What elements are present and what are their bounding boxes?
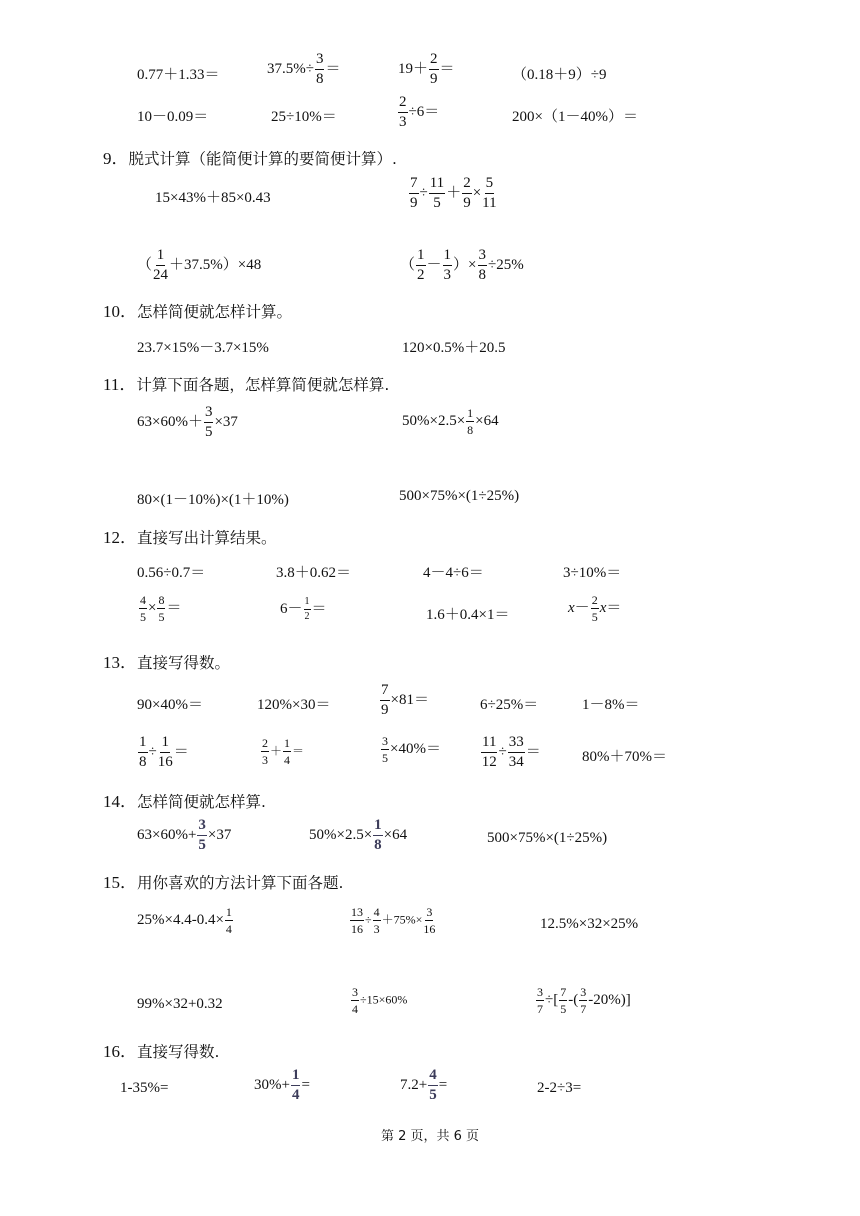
q16-expr-c: 7.2+ $\frac{4}{5}$ = bbox=[400, 1067, 448, 1103]
q14-expr-c: 500×75%×(1÷25%) bbox=[487, 830, 608, 846]
q10-expr-b: 120×0.5%＋20.5 bbox=[402, 340, 506, 356]
expr-top-8: 200×（1－40%）＝ bbox=[512, 109, 638, 125]
question-10-heading: 10．怎样简便就怎样计算。 bbox=[103, 302, 293, 321]
q13-expr-10: 80%＋70%＝ bbox=[582, 749, 667, 765]
question-13-heading: 13．直接写得数。 bbox=[103, 653, 231, 672]
expr-top-3: 19＋ $\frac{2}{9}$ ＝ bbox=[398, 51, 455, 87]
expr-top-7: $\frac{2}{3}$ ÷6＝ bbox=[399, 94, 440, 130]
q12-expr-4: 3÷10%＝ bbox=[563, 565, 622, 581]
q13-expr-4: 6÷25%＝ bbox=[480, 697, 539, 713]
q9-expr-a: 15×43%＋85×0.43 bbox=[155, 190, 271, 206]
q11-expr-d: 500×75%×(1÷25%) bbox=[399, 488, 520, 504]
q12-expr-7: 1.6＋0.4×1＝ bbox=[426, 607, 510, 623]
q12-expr-3: 4－4÷6＝ bbox=[423, 565, 484, 581]
q9-expr-b: $\frac{7}{9}$ ÷ $\frac{11}{5}$ ＋ $\frac{2}{9}$ × $\frac{5}{11}$ bbox=[410, 175, 497, 211]
q13-expr-9: $\frac{11}{12}$ ÷ $\frac{33}{34}$ ＝ bbox=[481, 734, 541, 770]
expr-top-2: 37.5%÷ $\frac{3}{8}$ ＝ bbox=[267, 51, 341, 87]
page-footer: 第 2 页，共 6 页 bbox=[380, 1129, 480, 1144]
q15-expr-c: 12.5%×32×25% bbox=[540, 916, 639, 932]
q13-expr-2: 120%×30＝ bbox=[257, 697, 331, 713]
question-11-heading: 11．计算下面各题，怎样算简便就怎样算. bbox=[103, 375, 390, 394]
expr-top-6: 25÷10%＝ bbox=[271, 109, 337, 125]
q13-expr-3: $\frac{7}{9}$ ×81＝ bbox=[381, 682, 429, 718]
q14-expr-b: 50%×2.5× $\frac{1}{8}$ ×64 bbox=[309, 817, 408, 853]
q10-expr-a: 23.7×15%－3.7×15% bbox=[137, 340, 269, 356]
q11-expr-a: 63×60%＋ $\frac{3}{5}$ ×37 bbox=[137, 404, 238, 440]
expr-top-4: （0.18＋9）÷9 bbox=[512, 67, 607, 83]
q12-expr-2: 3.8＋0.62＝ bbox=[276, 565, 352, 581]
q13-expr-7: $\frac{2}{3}$ ＋ $\frac{1}{4}$ ＝ bbox=[262, 736, 305, 767]
q13-expr-1: 90×40%＝ bbox=[137, 697, 203, 713]
question-12-heading: 12．直接写出计算结果。 bbox=[103, 528, 277, 547]
q16-expr-a: 1-35%= bbox=[120, 1080, 169, 1096]
q12-expr-6: 6－ $\frac{1}{2}$ ＝ bbox=[280, 596, 327, 623]
q15-expr-f: $\frac{3}{7}$ ÷[ $\frac{7}{5}$ -( $\frac{3}{7}$ -20%)] bbox=[537, 985, 631, 1016]
q12-expr-8: x－ $\frac{2}{5}$ x＝ bbox=[568, 593, 622, 624]
q11-expr-c: 80×(1－10%)×(1＋10%) bbox=[137, 492, 289, 508]
q15-expr-d: 99%×32+0.32 bbox=[137, 996, 223, 1012]
q12-expr-5: $\frac{4}{5}$ × $\frac{8}{5}$ ＝ bbox=[140, 593, 182, 624]
question-9-heading: 9．脱式计算（能简便计算的要简便计算）. bbox=[103, 149, 397, 168]
q15-expr-a: 25%×4.4-0.4× $\frac{1}{4}$ bbox=[137, 905, 232, 936]
q13-expr-5: 1－8%＝ bbox=[582, 697, 640, 713]
q16-expr-b: 30%+ $\frac{1}{4}$ = bbox=[254, 1067, 310, 1103]
q16-expr-d: 2-2÷3= bbox=[537, 1080, 582, 1096]
expr-top-1: 0.77＋1.33＝ bbox=[137, 67, 220, 83]
q12-expr-1: 0.56÷0.7＝ bbox=[137, 565, 206, 581]
question-16-heading: 16．直接写得数. bbox=[103, 1042, 220, 1061]
q14-expr-a: 63×60%+ $\frac{3}{5}$ ×37 bbox=[137, 817, 232, 853]
q15-expr-b: $\frac{13}{16}$ ÷ $\frac{4}{3}$ ＋75%× $\frac{3}{16}$ bbox=[351, 905, 436, 936]
question-15-heading: 15．用你喜欢的方法计算下面各题. bbox=[103, 873, 344, 892]
q11-expr-b: 50%×2.5× $\frac{1}{8}$ ×64 bbox=[402, 406, 499, 437]
question-14-heading: 14．怎样简便就怎样算. bbox=[103, 792, 266, 811]
expr-top-5: 10－0.09＝ bbox=[137, 109, 209, 125]
q9-expr-d: （ $\frac{1}{2}$ － $\frac{1}{3}$ ）× $\frac{3}{8}$ ÷25% bbox=[400, 247, 524, 283]
q13-expr-8: $\frac{3}{5}$ ×40%＝ bbox=[382, 734, 441, 765]
q15-expr-e: $\frac{3}{4}$ ÷15×60% bbox=[352, 985, 408, 1016]
q13-expr-6: $\frac{1}{8}$ ÷ $\frac{1}{16}$ ＝ bbox=[139, 734, 189, 770]
q9-expr-c: （ $\frac{1}{24}$ ＋37.5%）×48 bbox=[137, 247, 262, 283]
